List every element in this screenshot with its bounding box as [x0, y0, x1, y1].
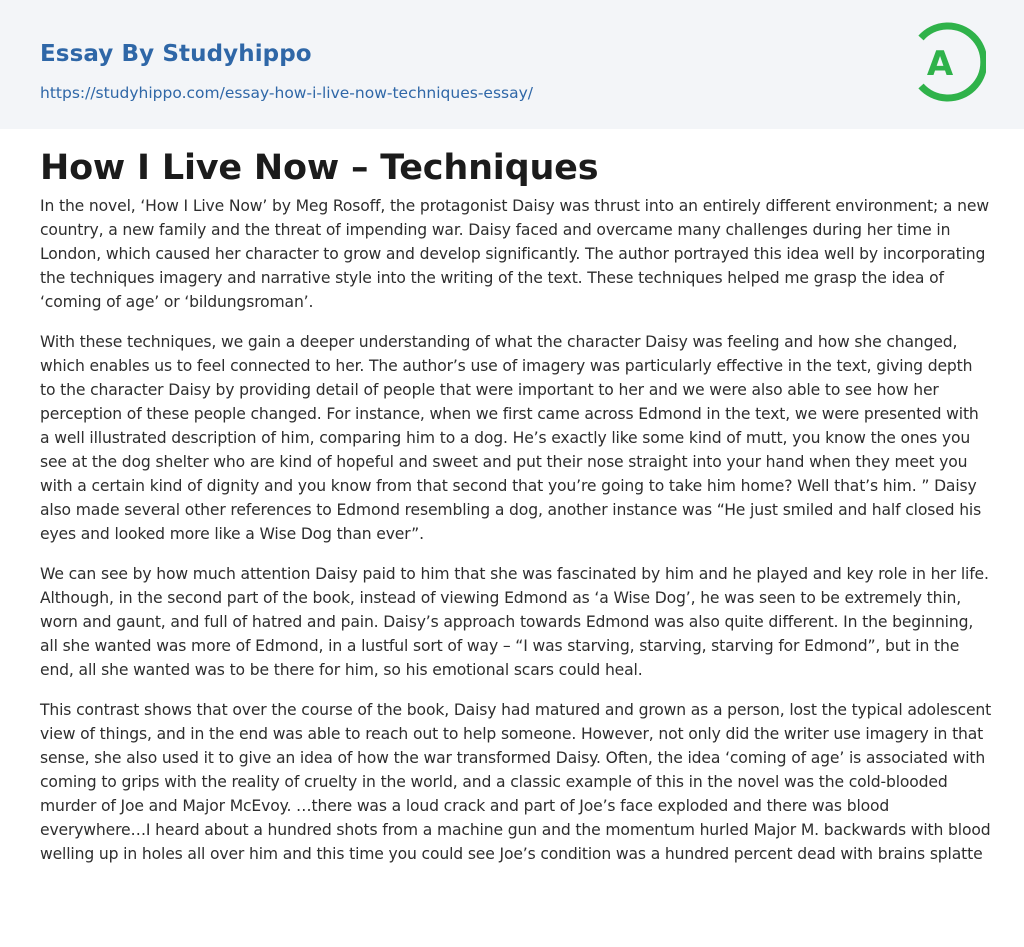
article-body: [40, 194, 992, 882]
studyhippo-logo-icon[interactable]: [912, 19, 986, 105]
article-paragraph: With these techniques, we gain a deeper understanding of what the character Daisy was feeling and how she changed, which enables us to feel connected to her. The author’s use of imagery was particularly effective in the text, giving depth to the character Daisy by providing detail of people that were important to her and we were also able to see how her perception of these people changed. For instance, when we first came across Edmond in the text, we were presented with a well illustrated description of him, comparing him to a dog. He’s exactly like some kind of mutt, you know the ones you see at the dog shelter who are kind of hopeful and sweet and put their nose straight into your hand when they meet you with a certain kind of dignity and you know from that second that you’re going to take him home? Well that’s him. ” Daisy also made several other references to Edmond resembling a dog, another instance was “He just smiled and half closed his eyes and looked more like a Wise Dog than ever”.: [40, 333, 982, 543]
article-paragraph: In the novel, ‘How I Live Now’ by Meg Rosoff, the protagonist Daisy was thrust into an entirely different environment; a new country, a new family and the threat of impending war. Daisy faced and overcame many challenges during her time in London, which caused her character to grow and develop significantly. The author portrayed this idea well by incorporating the techniques imagery and narrative style into the writing of the text. These techniques helped me grasp the idea of ‘coming of age’ or ‘bildungsroman’.: [40, 197, 989, 311]
essay-url-link[interactable]: https://studyhippo.com/essay-how-i-live-now-techniques-essay/: [40, 84, 534, 102]
article-title: How I Live Now – Techniques: [40, 148, 599, 188]
article-paragraph: We can see by how much attention Daisy paid to him that she was fascinated by him and he played and key role in her life. Although, in the second part of the book, instead of viewing Edmond as ‘a Wise Dog’, he was seen to be extremely thin, worn and gaunt, and full of hatred and pain. Daisy’s approach towards Edmond was also quite different. In the beginning, all she wanted was more of Edmond, in a lustful sort of way – “I was starving, starving, starving for Edmond”, but in the end, all she wanted was to be there for him, so his emotional scars could heal.: [40, 565, 989, 679]
logo-letter: A: [926, 44, 954, 84]
article-paragraph: This contrast shows that over the course of the book, Daisy had matured and grown as a person, lost the typical adolescent view of things, and in the end was able to reach out to help someone. However, not only did the writer use imagery in that sense, she also used it to give an idea of how the war transformed Daisy. Often, the idea ‘coming of age’ is associated with coming to grips with the reality of cruelty in the world, and a classic example of this in the novel was the cold-blooded murder of Joe and Major McEvoy. …there was a loud crack and part of Joe’s face exploded and there was blood everywhere…I heard about a hundred shots from a machine gun and the momentum hurled Major M. backwards with blood welling up in holes all over him and this time you could see Joe’s condition was a hundred percent dead with brains splatte: [40, 701, 992, 863]
site-brand[interactable]: Essay By Studyhippo: [40, 41, 312, 67]
